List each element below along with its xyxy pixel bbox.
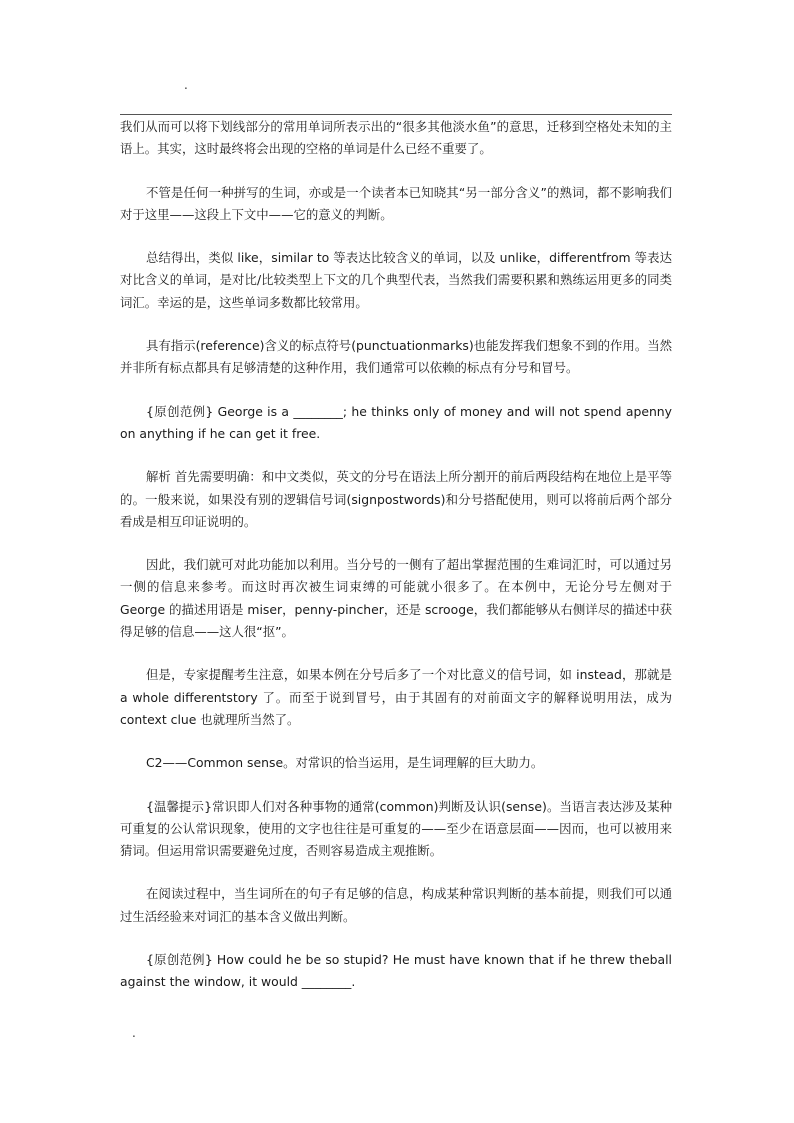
paragraph-1: 我们从而可以将下划线部分的常用单词所表示出的“很多其他淡水鱼”的意思，迁移到空格处未知的主语上。其实，这时最终将会出现的空格的单词是什么已经不重要了。	[120, 119, 672, 157]
paragraph-11: 在阅读过程中，当生词所在的句子有足够的信息，构成某种常识判断的基本前提，则我们可以通过生活经验来对词汇的基本含义做出判断。	[120, 886, 672, 924]
header-rule	[120, 114, 672, 115]
paragraph-2: 不管是任何一种拼写的生词，亦或是一个读者本已知晓其“另一部分含义”的熟词，都不影响我们对于这里——这段上下文中——它的意义的判断。	[120, 184, 672, 222]
document-body	[120, 116, 672, 1015]
paragraph-3: 总结得出，类似 like，similar to 等表达比较含义的单词，以及 unlike，differentfrom 等表达对比含义的单词，是对比/比较类型上下文的几个典型代表，当然我们需要积累和熟练运用更多的同类词汇。幸运的是，这些单词多数都比较常用。	[120, 250, 672, 310]
paragraph-7: 因此，我们就可对此功能加以利用。当分号的一侧有了超出掌握范围的生难词汇时，可以通过另一侧的信息来参考。而这时再次被生词束缚的可能就小很多了。在本例中，无论分号左侧对于 George 的描述用语是 miser，penny-pincher，还是 scrooge，我们都能够从右侧详尽的描述中获得足够的信息——这人很“抠”。	[120, 557, 672, 640]
header-mark: .	[184, 78, 188, 92]
paragraph-9: C2——Common sense。对常识的恰当运用，是生词理解的巨大助力。	[146, 755, 544, 771]
footer-mark: .	[132, 1026, 136, 1040]
example-paragraph-2: {原创范例} How could he be so stupid? He must have known that if he threw theball against the window, it would ________.	[120, 952, 672, 990]
paragraph-8: 但是，专家提醒考生注意，如果本例在分号后多了一个对比意义的信号词，如 instead，那就是 a whole differentstory 了。而至于说到冒号，由于其固有的对前面文字的解释说明用法，成为 context clue 也就理所当然了。	[120, 667, 672, 727]
paragraph-4: 具有指示(reference)含义的标点符号(punctuationmarks)也能发挥我们想象不到的作用。当然并非所有标点都具有足够清楚的这种作用，我们通常可以依赖的标点有分号和冒号。	[120, 338, 672, 376]
tip-paragraph: {温馨提示}常识即人们对各种事物的通常(common)判断及认识(sense)。当语言表达涉及某种可重复的公认常识现象，使用的文字也往往是可重复的——至少在语意层面——因而，也可以被用来猜词。但运用常识需要避免过度，否则容易造成主观推断。	[120, 798, 672, 859]
paragraph-6: 解析 首先需要明确：和中文类似，英文的分号在语法上所分割开的前后两段结构在地位上是平等的。一般来说，如果没有别的逻辑信号词(signpostwords)和分号搭配使用，则可以将前后两个部分看成是相互印证说明的。	[120, 469, 672, 529]
example-paragraph-1: {原创范例} George is a ________; he thinks only of money and will not spend apenny on anything if he can get it free.	[120, 403, 672, 441]
